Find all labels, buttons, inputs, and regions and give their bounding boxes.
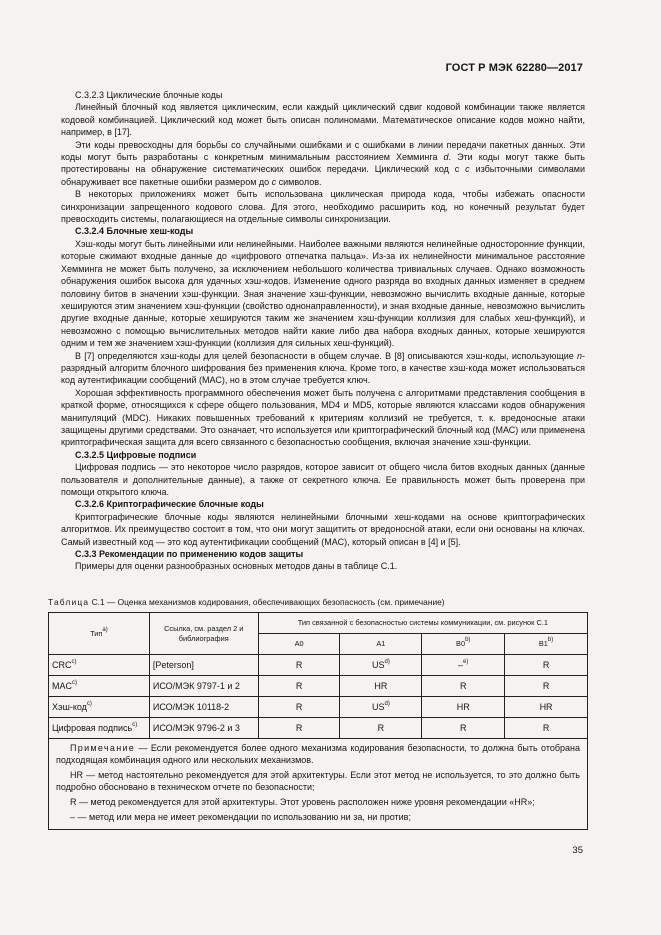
cell-value: HR [422,697,505,718]
cell-type: Хэш-код$^{c)}$ [49,697,150,718]
document-header: ГОСТ Р МЭК 62280—2017 [445,62,583,74]
paragraph: Линейный блочный код является циклическим, если каждый циклический сдвиг кодовой комбинации также является кодовой комбинацией. Циклический код может быть описан полиномами. Математическое описание кодов можно найти, например, в [17]. [61,102,585,138]
table-row [49,655,588,676]
column-header-type: Тип$^{a)}$ [49,613,150,655]
note-general: Примечание — Если рекомендуется более одного механизма кодирования безопасности, то должна быть отобрана подходящая комбинация одного или нескольких механизмов. [56,743,580,765]
cell-value: US$^{d)}$ [340,655,422,676]
cell-value: R [505,676,588,697]
cell-value: –$^{e)}$ [422,655,505,676]
cell-value: R [505,655,588,676]
note-dash: – — метод или мера не имеет рекомендации по использованию ни за, ни против; [70,812,411,822]
paragraph: Примеры для оценки разнообразных основных методов даны в таблице С.1. [75,561,398,572]
column-header-a0: А0 [258,634,340,655]
cell-value: HR [340,676,422,697]
paragraph: Хэш-коды могут быть линейными или нелинейными. Наиболее важными являются нелинейные односторонние функции, которые сжимают входные данные до «цифрового отпечатка пальца». Из-за их нелинейности минимальное расстояние Хемминга не может быть получено, за исключением небольшого количества тривиальных случаев. Однако возможность обнаружения ошибок высока для удачных хэш-кодов. Изменение одного разряда во входных данных изменяет в среднем половину битов в значении хэш-функции. Зная значение хэш-функции, невозможно вычислить входные данные, которые хешируются этим значением хэш-функции (свойство однонаправленности), и зная входные данные, невозможно вычислить другие входные данные, которые хешируются таким же значением хэш-функции коллизия для слабых хеш-функций), и невозможно с помощью вычислительных методов найти какие либо два набора входных данных, которые хешируются одним и тем же значением хэш-функции (коллизия для сильных хеш-функций). [61,238,585,349]
paragraph: Криптографические блочные коды являются нелинейными блочными хеш-кодами на основе криптографических алгоритмов. Их преимущество состоит в том, что они могут защитить от вредоносной атаки, если они основаны на ключах. Самый известный код — это код аутентификации сообщений (МАС), который описан в [4] и [5]. [61,511,585,547]
table-row [49,697,588,718]
table-row [49,718,588,739]
note-r: R — метод рекомендуется для этой архитектуры. Этот уровень расположен ниже уровня рекомендации «HR»; [70,797,535,807]
cell-value: R [505,718,588,739]
section-c33-title: С.3.3 Рекомендации по применению кодов защиты [75,549,304,560]
paragraph: Цифровая подпись — это некоторое число разрядов, которое зависит от общего числа битов входных данных (данные пользователя и дополнительные данные), а также от секретного ключа. Ее правильность может быть проверена при помощи открытого ключа. [61,462,585,497]
cell-value: R [422,718,505,739]
column-header-b0: В0$^{b)}$ [422,634,505,655]
column-header-b1: В1$^{b)}$ [505,634,588,655]
cell-reference: ИСО/МЭК 10118-2 [149,697,258,718]
paragraph: Эти коды превосходны для борьбы со случайными ошибками и с ошибками в линии передачи пакетных данных. Эти коды могут быть разработаны с конкретным минимальным расстоянием Хемминга d. Эти коды могут также быть протестированы на обнаружение систематических ошибок передачи. Циклический код с c избыточными символами обнаруживает все пакетные ошибки размером до c символов. [61,139,585,187]
paragraph: Хорошая эффективность программного обеспечения может быть получена с алгоритмами представления сообщения в краткой форме, относящихся к сфере общего пользования, MD4 и MD5, которые являются классами кодов обнаружения манипуляций (MDC). Никаких повышенных требований к критериям коллизий не требуется, т. к. вредоносные атаки защищены другими средствами. Это означает, что используется или криптографический блочный код (МАС) или применена криптографическая защита для всего связанного с безопасностью сообщения, включая значение хэш-функции. [61,387,585,448]
section-c324-title: С.3.2.4 Блочные хеш-коды [75,226,194,237]
cell-value: R [258,655,340,676]
table-row [49,676,588,697]
section-c325-title: С.3.2.5 Цифровые подписи [75,449,197,460]
coding-mechanisms-table [48,612,588,830]
cell-type: CRC$^{c)}$ [49,655,150,676]
table-caption: Таблица С.1 — Оценка механизмов кодирования, обеспечивающих безопасность (см. примечание) [48,597,445,607]
cell-type: MAC$^{c)}$ [49,676,150,697]
cell-reference: ИСО/МЭК 9796-2 и 3 [149,718,258,739]
cell-value: R [340,718,422,739]
cell-type: Цифровая подпись$^{c)}$ [49,718,150,739]
paragraph: В [7] определяются хэш-коды для целей безопасности в общем случае. В [8] описываются хэш-коды, использующие n-разрядный алгоритм блочного шифрования без применения ключа. Кроме того, в качестве хэш-кода может использоваться код аутентификации сообщений (МАС), но в этом случае требуется ключ. [61,350,585,386]
cell-value: HR [505,697,588,718]
cell-reference: [Peterson] [149,655,258,676]
page-number: 35 [572,845,583,856]
cell-value: R [258,718,340,739]
column-header-group: Тип связанной с безопасностью системы коммуникации, см. рисунок С.1 [258,613,587,634]
cell-value: R [422,676,505,697]
table-note [49,739,588,830]
cell-reference: ИСО/МЭК 9797-1 и 2 [149,676,258,697]
section-c323-title: С.3.2.3 Циклические блочные коды [75,90,223,100]
cell-value: R [258,676,340,697]
note-hr: HR — метод настоятельно рекомендуется для этой архитектуры. Если этот метод не используется, то это должно быть подробно обосновано в техническом отчете по безопасности; [56,770,580,792]
section-c326-title: С.3.2.6 Криптографические блочные коды [75,499,264,510]
cell-value: US$^{d)}$ [340,697,422,718]
column-header-a1: А1 [340,634,422,655]
main-text [61,89,585,573]
column-header-reference: Ссылка, см. раздел 2 и библиография [149,613,258,655]
cell-value: R [258,697,340,718]
paragraph: В некоторых приложениях может быть использована циклическая природа кода, чтобы избежать опасности синхронизации запрещенного кодового слова. Для этого, необходимо расширить код, но конечный результат будет превосходить системы, полагающиеся на отдельные символы синхронизации. [61,189,585,225]
